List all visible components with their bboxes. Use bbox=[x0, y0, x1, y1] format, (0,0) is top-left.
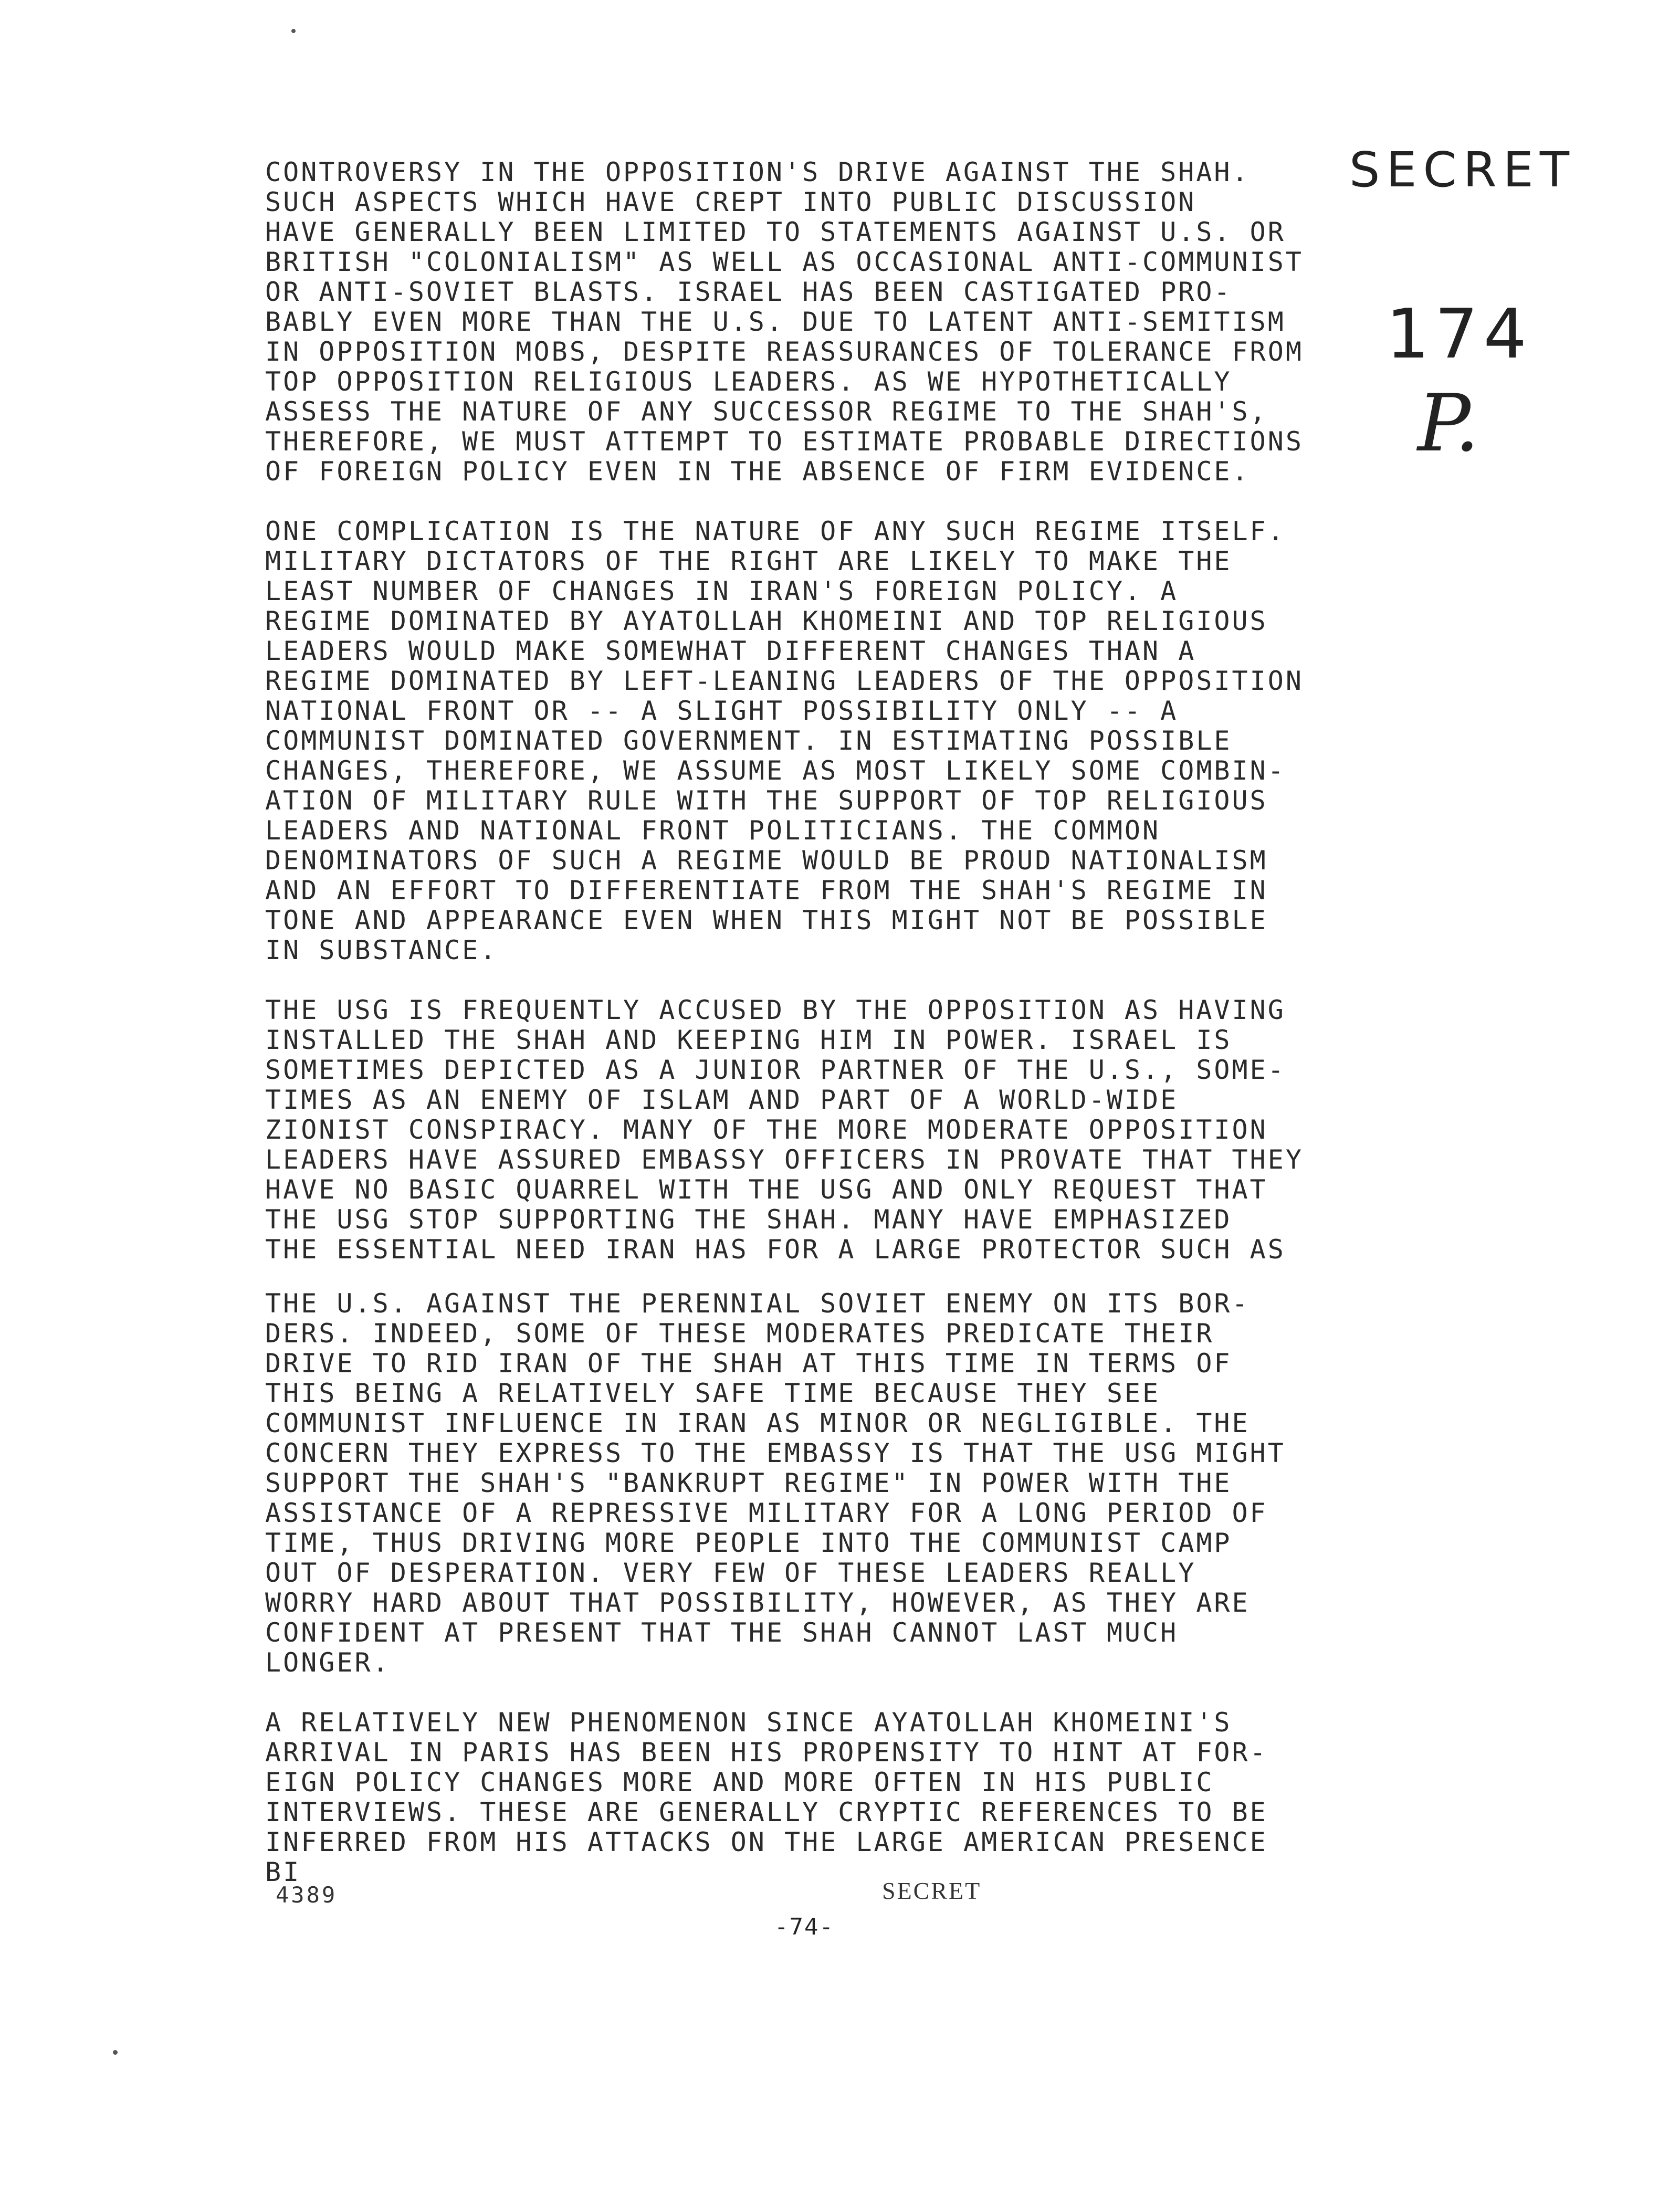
text-line: LEADERS AND NATIONAL FRONT POLITICIANS. THE COMMON bbox=[265, 815, 1161, 846]
text-line: LEAST NUMBER OF CHANGES IN IRAN'S FOREIGN POLICY. A bbox=[265, 576, 1179, 606]
text-line: COMMUNIST DOMINATED GOVERNMENT. IN ESTIMATING POSSIBLE bbox=[265, 726, 1232, 756]
text-line: IN SUBSTANCE. bbox=[265, 935, 498, 965]
text-line: LONGER. bbox=[265, 1647, 391, 1678]
text-line: THE USG IS FREQUENTLY ACCUSED BY THE OPPOSITION AS HAVING bbox=[265, 995, 1286, 1025]
text-line: ASSESS THE NATURE OF ANY SUCCESSOR REGIME TO THE SHAH'S, bbox=[265, 396, 1268, 427]
text-line: ONE COMPLICATION IS THE NATURE OF ANY SUCH REGIME ITSELF. bbox=[265, 516, 1286, 547]
text-line: HAVE GENERALLY BEEN LIMITED TO STATEMENTS AGAINST U.S. OR bbox=[265, 217, 1286, 247]
text-line: LEADERS WOULD MAKE SOMEWHAT DIFFERENT CHANGES THAN A bbox=[265, 636, 1196, 666]
text-line: ARRIVAL IN PARIS HAS BEEN HIS PROPENSITY TO HINT AT FOR- bbox=[265, 1737, 1268, 1768]
text-line: CHANGES, THEREFORE, WE ASSUME AS MOST LIKELY SOME COMBIN- bbox=[265, 755, 1286, 786]
paragraph bbox=[265, 1708, 1315, 1887]
paragraph bbox=[265, 157, 1315, 487]
text-line: OR ANTI-SOVIET BLASTS. ISRAEL HAS BEEN CASTIGATED PRO- bbox=[265, 277, 1232, 307]
text-line: INTERVIEWS. THESE ARE GENERALLY CRYPTIC REFERENCES TO BE bbox=[265, 1797, 1268, 1827]
paragraph bbox=[265, 1289, 1315, 1678]
text-line: SOMETIMES DEPICTED AS A JUNIOR PARTNER OF THE U.S., SOME- bbox=[265, 1055, 1286, 1085]
text-line: REGIME DOMINATED BY LEFT-LEANING LEADERS OF THE OPPOSITION bbox=[265, 666, 1304, 696]
text-line: THE U.S. AGAINST THE PERENNIAL SOVIET ENEMY ON ITS BOR- bbox=[265, 1288, 1250, 1319]
text-line: WORRY HARD ABOUT THAT POSSIBILITY, HOWEVER, AS THEY ARE bbox=[265, 1588, 1250, 1618]
text-line: TOP OPPOSITION RELIGIOUS LEADERS. AS WE HYPOTHETICALLY bbox=[265, 366, 1232, 397]
text-line: AND AN EFFORT TO DIFFERENTIATE FROM THE SHAH'S REGIME IN bbox=[265, 875, 1268, 906]
text-line: THEREFORE, WE MUST ATTEMPT TO ESTIMATE PROBABLE DIRECTIONS bbox=[265, 426, 1304, 457]
text-line: CONCERN THEY EXPRESS TO THE EMBASSY IS THAT THE USG MIGHT bbox=[265, 1438, 1286, 1468]
text-line: ASSISTANCE OF A REPRESSIVE MILITARY FOR A LONG PERIOD OF bbox=[265, 1498, 1268, 1528]
text-line: DRIVE TO RID IRAN OF THE SHAH AT THIS TIME IN TERMS OF bbox=[265, 1348, 1232, 1379]
text-line: TIME, THUS DRIVING MORE PEOPLE INTO THE COMMUNIST CAMP bbox=[265, 1528, 1232, 1558]
classification-stamp: SECRET bbox=[882, 1877, 982, 1904]
text-line: SUCH ASPECTS WHICH HAVE CREPT INTO PUBLIC DISCUSSION bbox=[265, 187, 1196, 217]
text-line: REGIME DOMINATED BY AYATOLLAH KHOMEINI AND TOP RELIGIOUS bbox=[265, 606, 1268, 636]
document-number: 4389 bbox=[276, 1882, 338, 1908]
text-line: BRITISH "COLONIALISM" AS WELL AS OCCASIONAL ANTI-COMMUNIST bbox=[265, 247, 1304, 277]
text-line: COMMUNIST INFLUENCE IN IRAN AS MINOR OR NEGLIGIBLE. THE bbox=[265, 1408, 1250, 1438]
text-line: THIS BEING A RELATIVELY SAFE TIME BECAUSE THEY SEE bbox=[265, 1378, 1161, 1409]
scan-speck bbox=[291, 29, 296, 33]
paragraph bbox=[265, 995, 1315, 1265]
text-line: IN OPPOSITION MOBS, DESPITE REASSURANCES OF TOLERANCE FROM bbox=[265, 337, 1304, 367]
text-line: DERS. INDEED, SOME OF THESE MODERATES PREDICATE THEIR bbox=[265, 1318, 1214, 1349]
text-line: CONFIDENT AT PRESENT THAT THE SHAH CANNOT LAST MUCH bbox=[265, 1617, 1179, 1648]
text-line: TIMES AS AN ENEMY OF ISLAM AND PART OF A WORLD-WIDE bbox=[265, 1085, 1179, 1115]
text-line: EIGN POLICY CHANGES MORE AND MORE OFTEN IN HIS PUBLIC bbox=[265, 1767, 1214, 1798]
text-line: INSTALLED THE SHAH AND KEEPING HIM IN POWER. ISRAEL IS bbox=[265, 1025, 1232, 1055]
scan-speck bbox=[113, 2050, 118, 2055]
text-line: HAVE NO BASIC QUARREL WITH THE USG AND ONLY REQUEST THAT bbox=[265, 1174, 1268, 1205]
text-line: OUT OF DESPERATION. VERY FEW OF THESE LEADERS REALLY bbox=[265, 1558, 1196, 1588]
margin-note-number: 174 bbox=[1386, 294, 1532, 374]
text-line: NATIONAL FRONT OR -- A SLIGHT POSSIBILITY ONLY -- A bbox=[265, 696, 1179, 726]
paragraph bbox=[265, 517, 1315, 965]
text-line: OF FOREIGN POLICY EVEN IN THE ABSENCE OF FIRM EVIDENCE. bbox=[265, 456, 1250, 487]
text-line: LEADERS HAVE ASSURED EMBASSY OFFICERS IN PROVATE THAT THEY bbox=[265, 1144, 1304, 1175]
text-line: CONTROVERSY IN THE OPPOSITION'S DRIVE AGAINST THE SHAH. bbox=[265, 157, 1250, 187]
text-line: INFERRED FROM HIS ATTACKS ON THE LARGE AMERICAN PRESENCE bbox=[265, 1827, 1268, 1857]
text-line: ATION OF MILITARY RULE WITH THE SUPPORT OF TOP RELIGIOUS bbox=[265, 785, 1268, 816]
text-line: TONE AND APPEARANCE EVEN WHEN THIS MIGHT NOT BE POSSIBLE bbox=[265, 905, 1268, 936]
text-line: BI bbox=[265, 1857, 301, 1887]
margin-note-initial: P. bbox=[1418, 378, 1480, 469]
document-body bbox=[265, 157, 1315, 1917]
text-line: MILITARY DICTATORS OF THE RIGHT ARE LIKELY TO MAKE THE bbox=[265, 546, 1232, 576]
text-line: A RELATIVELY NEW PHENOMENON SINCE AYATOLLAH KHOMEINI'S bbox=[265, 1707, 1232, 1738]
text-line: SUPPORT THE SHAH'S "BANKRUPT REGIME" IN POWER WITH THE bbox=[265, 1468, 1232, 1498]
text-line: BABLY EVEN MORE THAN THE U.S. DUE TO LATENT ANTI-SEMITISM bbox=[265, 307, 1286, 337]
page-number: -74- bbox=[774, 1914, 834, 1940]
text-line: DENOMINATORS OF SUCH A REGIME WOULD BE PROUD NATIONALISM bbox=[265, 845, 1268, 876]
text-line: THE ESSENTIAL NEED IRAN HAS FOR A LARGE PROTECTOR SUCH AS bbox=[265, 1234, 1286, 1265]
margin-note-secret: SECRET bbox=[1349, 142, 1576, 198]
text-line: ZIONIST CONSPIRACY. MANY OF THE MORE MODERATE OPPOSITION bbox=[265, 1115, 1268, 1145]
text-line: THE USG STOP SUPPORTING THE SHAH. MANY HAVE EMPHASIZED bbox=[265, 1204, 1232, 1235]
